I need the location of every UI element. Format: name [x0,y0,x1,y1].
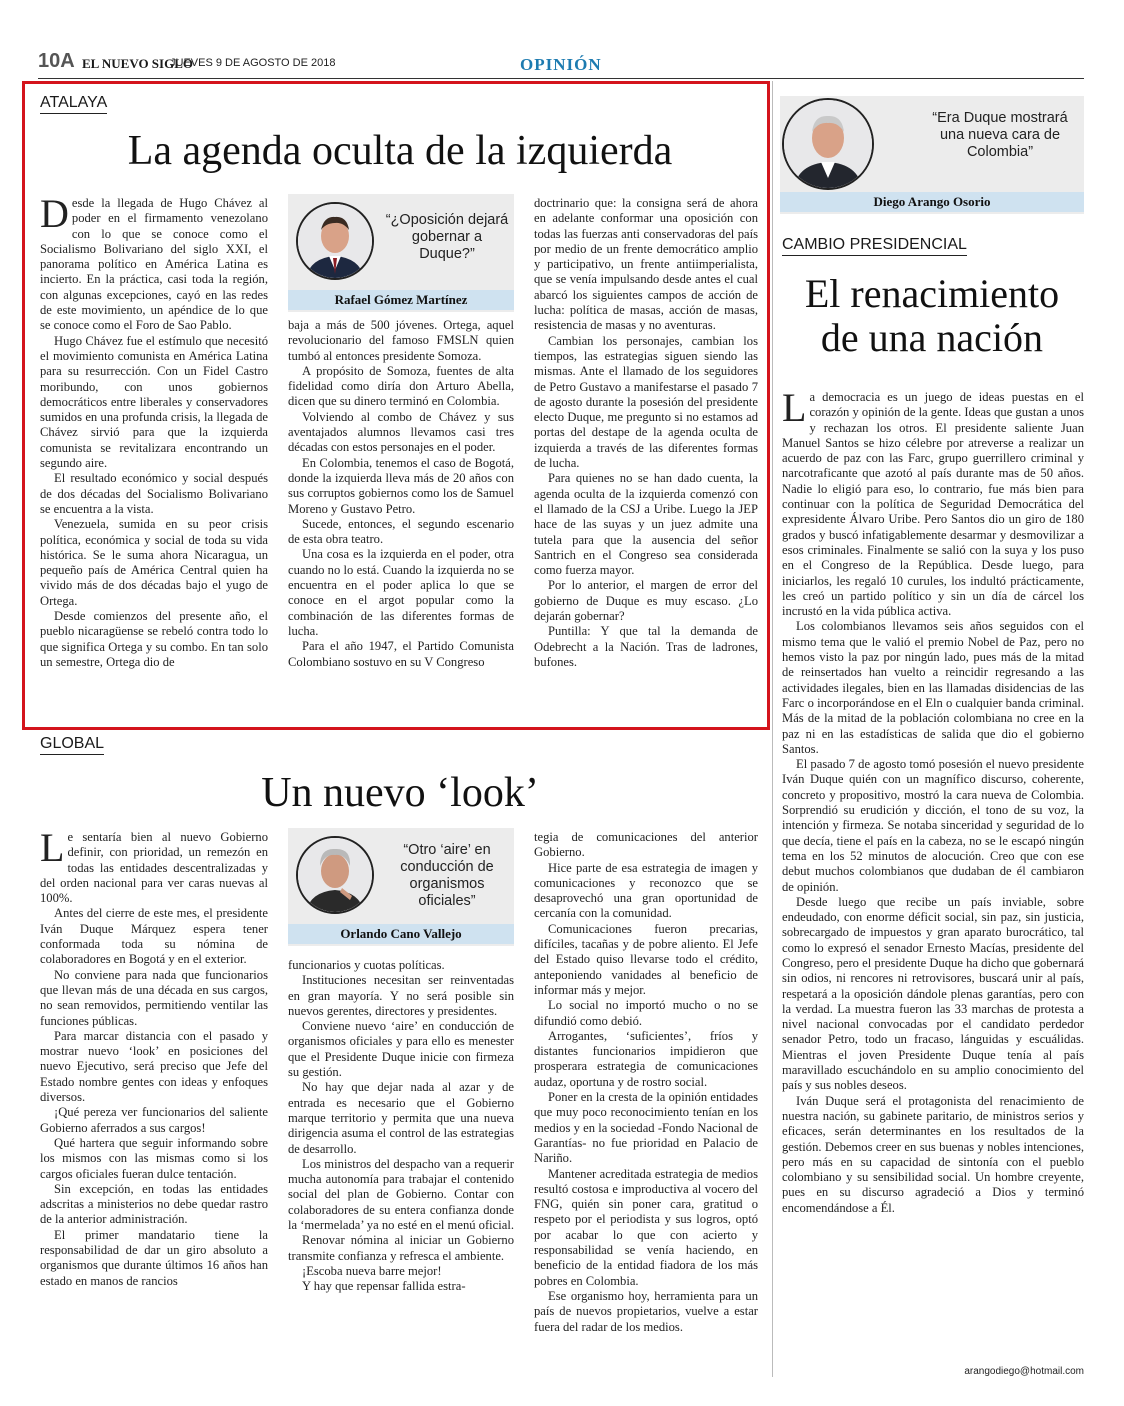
cambio-headline: El renacimiento de una nación [804,271,1060,360]
paragraph: No conviene para nada que funcionarios que llevan más de una década en sus cargos, no sean removidos, permitiendo ventilar las funciones públicas. [40,967,268,1028]
paragraph: Mantener acreditada estrategia de medios resultó costosa e improductiva al vocero del FNG, quién sin poner cara, gratitud o respeto por el periodista y sus logros, optó por acabar lo que con acierto y responsabilidad se venía haciendo, en beneficio de la entidad fiadora de los más pobres en Colombia. [534,1166,758,1288]
paragraph: Desde luego que recibe un país inviable, sobre endeudado, con enorme déficit social, sin paz, sin justicia, sobrecargado de impuestos y gran aparato burocrático, tal como lo expresó el senador Ernesto Macías, presidente del Congreso, pero el presidente Duque ha dicho que gobernará sin odios, ni rencores ni retrovisores, buscará unir al país, respetará a la oposición dándole plenas garantías, pero con la verdad. La muestra fueron las 33 marchas de protesta a nivel nacional convocadas por el candidato perdedor senador Petro, todo un fracaso, lánguidas y escuálidas. Mientras el joven Presidente Duque tenía al país maravillado escuchándolo en su amplio conocimiento del país y sus nobles deseos. [782,894,1084,1093]
paragraph: Hice parte de esa estrategia de imagen y comunicaciones y reconozco que se desaprovechó una gran oportunidad de cercanía con la comunidad. [534,860,758,921]
paragraph: Cambian los personajes, cambian los tiempos, las estrategias siguen siendo las mismas. Ante el llamado de los seguidores de Petro Gustavo a manifestarse el pasado 7 de agosto durante la posesión del presidente electo Duque, me pregunto si no estamos ad portas del destape de la agenda oculta de izquierda a través de las diferentes formas de lucha. [534,333,758,471]
atalaya-kicker: ATALAYA [40,94,107,114]
paragraph: Por lo anterior, el margen de error del gobierno de Duque es muy escaso. ¿Lo dejarán gobernar? [534,578,758,624]
paragraph: doctrinario que: la consigna será de ahora en adelante conformar una oposición con todas las fuerzas anti conservadoras del país por medio de un frente democrático amplio y participativo, un frente antiimperialista, que se venía impulsando desde antes el cual abarcó los siguientes campos de acción de lucha: política de masas, acción de masas, resistencia de masas y no aventuras. [534,196,758,333]
paragraph: Qué hartera que seguir informando sobre los mismos con las mismas como si los cargos oficiales fueran dulce tentación. [40,1135,268,1181]
section-title: OPINIÓN [520,55,602,74]
paragraph: El pasado 7 de agosto tomó posesión el nuevo presidente Iván Duque quién con un magnífico discurso, coherente, concreto y propositivo, mostró la cara nueva de Colombia. Sorprendió su erudición y dicción, el tono de su voz, la intención y firmeza. Se notaba sinceridad y seguridad de lo que decía, tiene el país en la cabeza, no se le escapó ningún tema en los 52 minutos de alocución. Creo que con ese debut muchos colombianos que dudaban de él cambiaron de opinión. [782,757,1084,894]
drop-cap: L [40,825,65,870]
cambio-author-card [780,96,1084,214]
column-divider [772,81,773,1377]
cambio-quote: “Era Duque mostrará una nueva cara de Colombia” [932,110,1068,160]
paragraph: Iván Duque será el protagonista del renacimiento de nuestra nación, su gabinete paritario, de ministros serios y eficaces, serán determinantes en los resultados de la gestión. Debemos creer en sus buenas y nobles intenciones, pero más en su capacidad de sintonía con el pueblo colombiano y su sensibilidad social. Un hombre creyente, pues en su discurso agradeció a Dios y terminó encomendándose a Él. [782,1093,1084,1215]
paragraph: ¡Escoba nueva barre mejor! [302,1263,442,1278]
paragraph: Sin excepción, en todas las entidades adscritas a ministerios no debe quedar rastro de la anterior administración. [40,1181,268,1227]
global-quote: “Otro ‘aire’ en conducción de organismos oficiales” [400,842,494,909]
author-photo [782,98,874,190]
page-header [38,50,1084,79]
cambio-author-name: Diego Arango Osorio [780,192,1084,212]
paragraph: Arrogantes, ‘suficientes’, fríos y distantes funcionarios impidieron que prosperara estrategia de comunicaciones audaz, oportuna y de rostro social. [534,1028,758,1089]
paragraph: Los colombianos llevamos seis años seguidos con el mismo tema que le valió el premio Nobel de Paz, pero no hemos visto la paz por ningún lado, pues más de la mitad de reinsertados han vuelto a reincidir regresando a las actividades ilegales, bien en las llamadas disidencias de las Farc o incorporándose en el Eln o cualquier banda criminal. Más de la mitad de la población colombiana no cree en la paz ni en las estadísticas de salida que dio el gobierno Santos. [782,619,1084,756]
paragraph: Le sentaría bien al nuevo Gobierno definir, con prioridad, un remezón en todas las entidades descentralizadas y del orden nacional para ver caras nuevas al 100%. [40,825,268,906]
paragraph: tegia de comunicaciones del anterior Gobierno. [534,830,758,860]
atalaya-headline: La agenda oculta de la izquierda [127,128,673,174]
atalaya-author-card [288,194,514,312]
paragraph: Venezuela, sumida en su peor crisis política, económica y social de toda su vida histórica. Se le suma ahora Nicaragua, un pequeño país de América Central quien ha vivido más de dos décadas bajo el yugo de Ortega. [40,517,268,608]
paragraph: Volviendo al combo de Chávez y sus aventajados alumnos llevamos casi tres décadas con estos personajes en el poder. [288,409,514,455]
global-column-1 [40,825,268,1289]
paragraph: Sucede, entonces, el segundo escenario de esta obra teatro. [288,516,514,547]
paragraph: baja a más de 500 jóvenes. Ortega, aquel revolucionario del famoso FMSLN quien tumbó al entonces presidente Somoza. [288,318,514,363]
paragraph: El resultado económico y social después de dos décadas del Socialismo Bolivariano se encuentra a la vista. [40,471,268,516]
paragraph: La democracia es un juego de ideas puestas en el corazón y opinión de la gente. Ideas que gustan a unos y rechazan los otros. El presidente saliente Juan Manuel Santos se hizo célebre por atreverse a realizar un acuerdo de paz con las Farc, grupo guerrillero criminal y narcotraficante que azotó al país durante mas de 50 años. Nadie lo eligió para eso, lo contrario, fue más bien para continuar con la política de Seguridad Democrática del expresidente Álvaro Uribe. Pero Santos dio un giro de 180 grados y buscó infatigablemente desarmar y desmovilizar a esos criminales. Finalmente se salió con la suya y los puso en el Congreso de la República. Desde luego, para iniciarlos, les regaló 10 curules, los indultó prácticamente, les creó un partido político y sin un día de cárcel los incrustó en la vida pública activa. [782,385,1084,619]
author-email[interactable]: arangodiego@hotmail.com [964,1366,1084,1377]
paragraph: Para quienes no se han dado cuenta, la agenda oculta de la izquierda comenzó con el llamado de la CSJ a Uribe. Luego la JEP hace de las suyas y un juez admite una tutela para que la ausencia del señor Santrich en el Congreso sea considerada como fuerza mayor. [534,471,758,578]
author-photo [296,202,374,280]
paragraph: Para marcar distancia con el pasado y mostrar nuevo ‘look’ en posiciones del nuevo Ejecutivo, será preciso que Jefe del Estado nombre gentes con ideas y enfoques diversos. [40,1028,268,1105]
global-column-3 [534,830,758,1335]
paragraph: ¡Qué pereza ver funcionarios del saliente Gobierno aferrados a sus cargos! [40,1105,268,1135]
portrait-icon [298,838,372,912]
paragraph: Desde la llegada de Hugo Chávez al poder en el firmamento venezolano con lo que se conoce como el Socialismo Bolivariano del siglo XXI, el panorama político en América Latina es incierto. En la práctica, casi toda la región, con algunas excepciones, cayó en las redes de este movimiento, un apéndice de lo que se conoce como el Foro de Sao Pablo. [40,191,268,333]
atalaya-quote: “¿Oposición dejará gobernar a Duque?” [385,212,509,262]
paragraph: Conviene nuevo ‘aire’ en conducción de organismos oficiales y para ello es menester que el Presidente Duque inicie con firmeza su gestión. [288,1019,514,1080]
paragraph: Renovar nómina al iniciar un Gobierno transmite confianza y refresca el ambiente. [288,1233,514,1263]
paragraph: Lo social no importó mucho o no se difundió como debió. [534,998,758,1028]
global-author-card [288,828,514,946]
atalaya-column-3 [534,196,758,670]
paragraph: Comunicaciones fueron precarias, difíciles, tacañas y de pobre aliento. El Jefe del Estado quiso llevarse todo el crédito, anteponiendo vanidades al beneficio de informar más y mejor. [534,921,758,997]
paragraph: Y hay que repensar fallida estra- [302,1279,466,1294]
author-photo [296,836,374,914]
atalaya-author-name: Rafael Gómez Martínez [288,290,514,310]
global-headline: Un nuevo ‘look’ [261,770,539,816]
portrait-icon [784,100,872,188]
paragraph: Los ministros del despacho van a requerir mucha autonomía para trabajar el contenido social del plan de Gobierno. Contar con colaboradores de su entera confianza donde la ‘mermelada’ ya no esté en el menú oficial. [288,1156,514,1233]
paragraph: A propósito de Somoza, fuentes de alta fidelidad como diría don Arturo Abella, dicen que su dinero terminó en Colombia. [288,363,514,409]
portrait-icon [298,204,372,278]
atalaya-column-1 [40,191,268,670]
global-kicker: GLOBAL [40,735,104,755]
atalaya-column-2 [288,318,514,670]
issue-date: JUEVES 9 DE AGOSTO DE 2018 [170,57,336,69]
cambio-body [782,385,1084,1216]
paragraph: Ese organismo hoy, herramienta para un país de nuevos propietarios, vuelve a estar fuera del radar de los medios. [534,1288,758,1334]
page-number: 10A [38,50,75,72]
cambio-kicker: CAMBIO PRESIDENCIAL [782,236,967,256]
paragraph: Desde comienzos del presente año, el pueblo nicaragüense se rebeló contra todo lo que significa Ortega y su combo. En tan solo un semestre, Ortega dio de [40,609,268,669]
paragraph: Puntilla: Y que tal la demanda de Odebrecht a la Nación. Tras de ladrones, bufones. [534,624,758,669]
global-column-2 [288,958,514,1295]
paragraph: Poner en la cresta de la opinión entidades que muy poco reconocimiento tenían en los medios y en la sociedad -Fondo Nacional de Garantías- no fue prioridad en Palacio de Nariño. [534,1090,758,1166]
newspaper-name: EL NUEVO SIGLO [82,56,193,71]
paragraph: Instituciones necesitan ser reinventadas en gran mayoría. Y no será posible sin nuevos gerentes, directores y presidentes. [288,973,514,1018]
paragraph: Hugo Chávez fue el estímulo que necesitó el movimiento comunista en América Latina para su resurrección. Con un Fidel Castro moribundo, con unos gobiernos democráticos entre liberales y conservadores sumidos en una profunda crisis, la llegada de Chávez sirvió para que la izquierda comunista se revitalizara encontrando un segundo aire. [40,333,268,471]
paragraph: En Colombia, tenemos el caso de Bogotá, donde la izquierda lleva más de 20 años con sus corruptos gobiernos como los de Samuel Moreno y Gustavo Petro. [288,455,514,516]
paragraph: funcionarios y cuotas políticas. [288,958,445,972]
drop-cap: D [40,191,69,236]
paragraph: El primer mandatario tiene la responsabilidad de dar un giro absoluto a organismos que durante últimos 16 años han estado en manos de rancios [40,1227,268,1288]
paragraph: Una cosa es la izquierda en el poder, otra cuando no lo está. Cuando la izquierda no se encuentra en el poder aplica lo que se conoce en el argot popular como la combinación de las diferentes formas de lucha. [288,547,514,638]
global-author-name: Orlando Cano Vallejo [288,924,514,944]
drop-cap: L [782,385,807,430]
paragraph: Para el año 1947, el Partido Comunista Colombiano sostuvo en su V Congreso [288,639,514,669]
paragraph: Antes del cierre de este mes, el presidente Iván Duque Márquez espera tener conformada toda su nómina de colaboradores en Bogotá y en el exterior. [40,906,268,967]
paragraph: No hay que dejar nada al azar y de entrada es necesario que el Gobierno marque territorio y permita que una nueva dirigencia asuma el control de las estrategias de desarrollo. [288,1080,514,1156]
